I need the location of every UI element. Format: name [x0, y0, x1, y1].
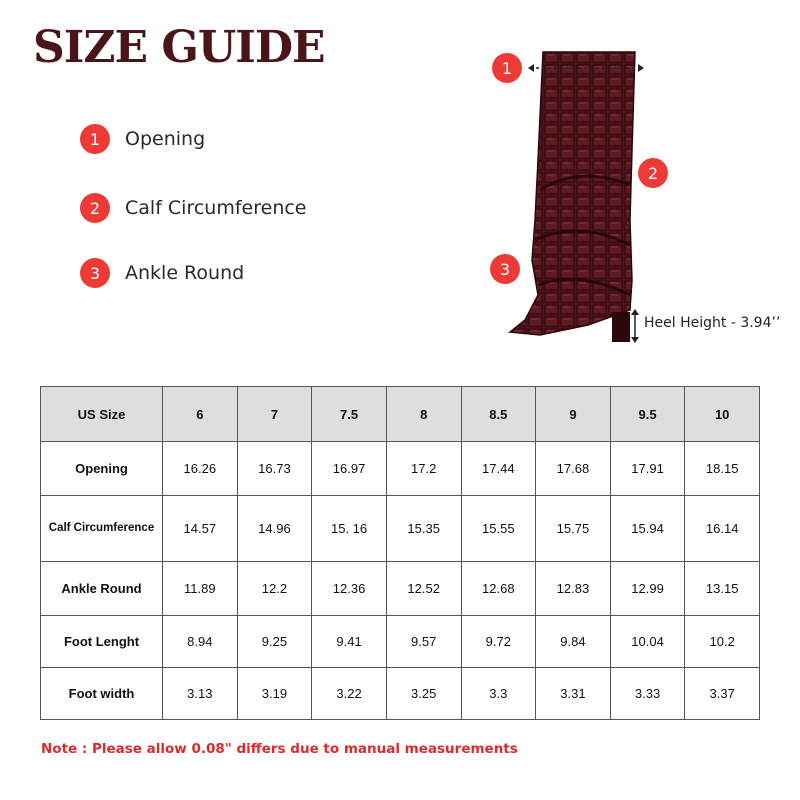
header-cell: 6 — [163, 387, 238, 442]
table-cell: 12.99 — [610, 562, 685, 616]
table-cell: 15.94 — [610, 496, 685, 562]
table-cell: 12.68 — [461, 562, 536, 616]
table-cell: 18.15 — [685, 442, 760, 496]
table-cell: 3.3 — [461, 668, 536, 720]
header-cell: 9 — [536, 387, 611, 442]
legend-label: Calf Circumference — [125, 197, 307, 219]
table-cell: 3.19 — [237, 668, 312, 720]
measurement-note: Note : Please allow 0.08" differs due to manual measurements — [41, 741, 518, 757]
table-cell: 9.57 — [386, 616, 461, 668]
header-cell: 10 — [685, 387, 760, 442]
table-cell: 17.2 — [386, 442, 461, 496]
table-cell: 3.22 — [312, 668, 387, 720]
legend-badge: 2 — [80, 193, 110, 223]
header-cell: 9.5 — [610, 387, 685, 442]
row-label: Ankle Round — [41, 562, 163, 616]
header-cell: 7 — [237, 387, 312, 442]
table-cell: 3.25 — [386, 668, 461, 720]
table-cell: 14.96 — [237, 496, 312, 562]
legend-badge: 1 — [80, 124, 110, 154]
table-cell: 12.52 — [386, 562, 461, 616]
table-header-row — [41, 387, 760, 442]
row-label: Opening — [41, 442, 163, 496]
header-cell: 8 — [386, 387, 461, 442]
table-cell: 16.97 — [312, 442, 387, 496]
heel-height-label: Heel Height - 3.94’’ — [644, 315, 781, 331]
table-cell: 16.26 — [163, 442, 238, 496]
row-label: Foot Lenght — [41, 616, 163, 668]
legend-item-ankle — [80, 258, 244, 288]
table-cell: 8.94 — [163, 616, 238, 668]
table-row — [41, 616, 760, 668]
table-cell: 13.15 — [685, 562, 760, 616]
table-cell: 9.72 — [461, 616, 536, 668]
legend-item-calf — [80, 193, 307, 223]
table-cell: 3.13 — [163, 668, 238, 720]
table-cell: 12.2 — [237, 562, 312, 616]
row-label: Calf Circumference — [41, 496, 163, 562]
table-cell: 17.91 — [610, 442, 685, 496]
table-cell: 17.68 — [536, 442, 611, 496]
table-cell: 9.84 — [536, 616, 611, 668]
table-row — [41, 562, 760, 616]
boot-shaft — [510, 52, 635, 335]
table-cell: 16.73 — [237, 442, 312, 496]
header-cell: 7.5 — [312, 387, 387, 442]
page-title: SIZE GUIDE — [33, 22, 325, 73]
legend-label: Opening — [125, 128, 206, 150]
size-table — [40, 386, 760, 720]
table-row — [41, 442, 760, 496]
boot-marker-3: 3 — [490, 254, 520, 284]
table-cell: 17.44 — [461, 442, 536, 496]
legend-label: Ankle Round — [125, 262, 245, 284]
table-cell: 14.57 — [163, 496, 238, 562]
legend-badge: 3 — [80, 258, 110, 288]
table-cell: 15. 16 — [312, 496, 387, 562]
boot-heel — [612, 312, 630, 342]
table-cell: 15.75 — [536, 496, 611, 562]
table-cell: 3.31 — [536, 668, 611, 720]
table-cell: 10.2 — [685, 616, 760, 668]
table-cell: 11.89 — [163, 562, 238, 616]
legend-item-opening — [80, 124, 205, 154]
table-cell: 10.04 — [610, 616, 685, 668]
row-label: Foot width — [41, 668, 163, 720]
table-cell: 15.35 — [386, 496, 461, 562]
table-cell: 9.41 — [312, 616, 387, 668]
table-cell: 3.37 — [685, 668, 760, 720]
table-cell: 9.25 — [237, 616, 312, 668]
boot-marker-2: 2 — [638, 158, 668, 188]
table-cell: 12.36 — [312, 562, 387, 616]
table-row — [41, 496, 760, 562]
header-cell: US Size — [41, 387, 163, 442]
table-cell: 12.83 — [536, 562, 611, 616]
header-cell: 8.5 — [461, 387, 536, 442]
table-cell: 15.55 — [461, 496, 536, 562]
table-row — [41, 668, 760, 720]
boot-marker-1: 1 — [492, 53, 522, 83]
table-cell: 16.14 — [685, 496, 760, 562]
table-cell: 3.33 — [610, 668, 685, 720]
boot-illustration — [480, 40, 780, 360]
